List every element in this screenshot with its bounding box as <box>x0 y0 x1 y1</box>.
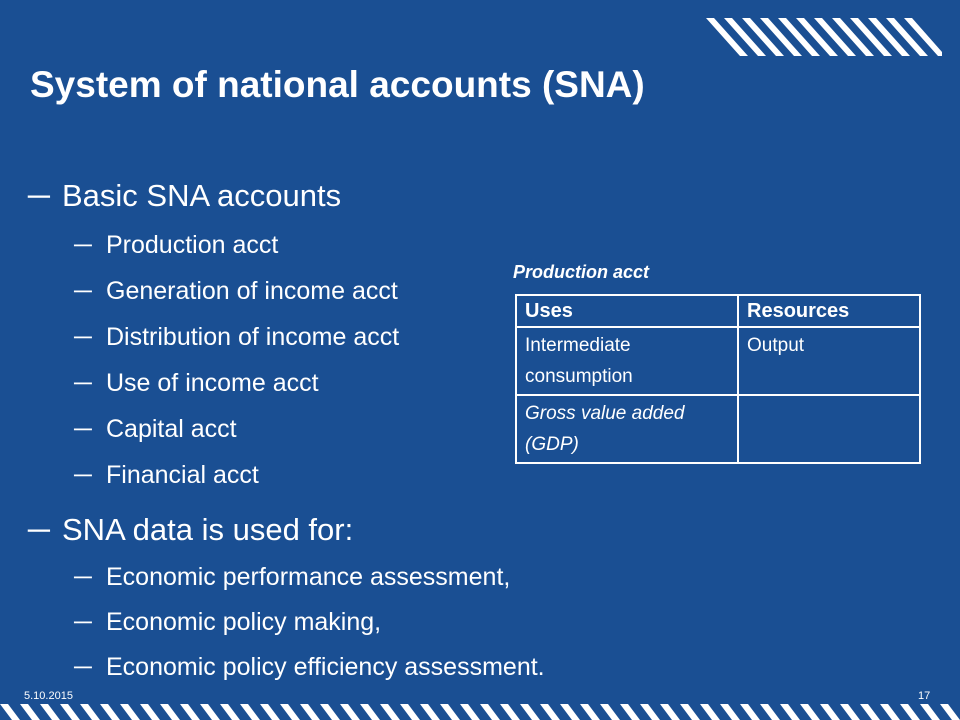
sub-bullet-performance <box>74 563 510 592</box>
table-row <box>516 395 920 463</box>
stripe-decoration-top <box>706 14 942 60</box>
table-header-row <box>516 295 920 327</box>
dash-marker: ─ <box>74 563 92 591</box>
footer-date: 5.10.2015 <box>24 690 73 702</box>
bullet-text: Basic SNA accounts <box>62 178 342 213</box>
sub-bullet-production <box>74 231 278 260</box>
sub-bullet-distribution <box>74 323 399 352</box>
dash-marker: ─ <box>74 323 92 351</box>
sub-bullet-text: Financial acct <box>106 461 259 489</box>
dash-marker: ─ <box>74 231 92 259</box>
sub-bullet-text: Economic policy efficiency assessment. <box>106 653 545 681</box>
bullet-text: SNA data is used for: <box>62 512 354 547</box>
table-row <box>516 327 920 395</box>
bullet-basic-accounts <box>28 178 341 214</box>
cell-intermediate-consumption: Intermediate consumption <box>516 327 738 395</box>
production-account-table <box>515 294 921 464</box>
dash-marker: ─ <box>74 277 92 305</box>
slide-title: System of national accounts (SNA) <box>30 64 645 105</box>
page-number: 17 <box>918 690 931 702</box>
dash-marker: ─ <box>74 369 92 397</box>
header-uses: Uses <box>516 295 738 327</box>
sub-bullet-policy-efficiency <box>74 653 545 682</box>
cell-output: Output <box>738 327 920 395</box>
dash-marker: ─ <box>74 653 92 681</box>
dash-marker: ─ <box>28 178 50 213</box>
cell-gross-value-added: Gross value added (GDP) <box>516 395 738 463</box>
dash-marker: ─ <box>74 415 92 443</box>
bullet-sna-uses <box>28 512 353 548</box>
sub-bullet-text: Economic policy making, <box>106 608 382 636</box>
sub-bullet-generation <box>74 277 398 306</box>
sub-bullet-financial <box>74 461 259 490</box>
sub-bullet-text: Capital acct <box>106 415 237 443</box>
cell-empty <box>738 395 920 463</box>
dash-marker: ─ <box>74 461 92 489</box>
sub-bullet-capital <box>74 415 237 444</box>
sub-bullet-text: Generation of income acct <box>106 277 398 305</box>
dash-marker: ─ <box>28 512 50 547</box>
dash-marker: ─ <box>74 608 92 636</box>
sub-bullet-text: Distribution of income acct <box>106 323 400 351</box>
sub-bullet-use-of-income <box>74 369 319 398</box>
sub-bullet-policy-making <box>74 608 381 637</box>
sub-bullet-text: Economic performance assessment, <box>106 563 511 591</box>
sub-bullet-text: Production acct <box>106 231 279 259</box>
sub-bullet-text: Use of income acct <box>106 369 319 397</box>
stripe-decoration-bottom <box>0 704 960 720</box>
account-table-caption: Production acct <box>513 262 650 282</box>
header-resources: Resources <box>738 295 920 327</box>
